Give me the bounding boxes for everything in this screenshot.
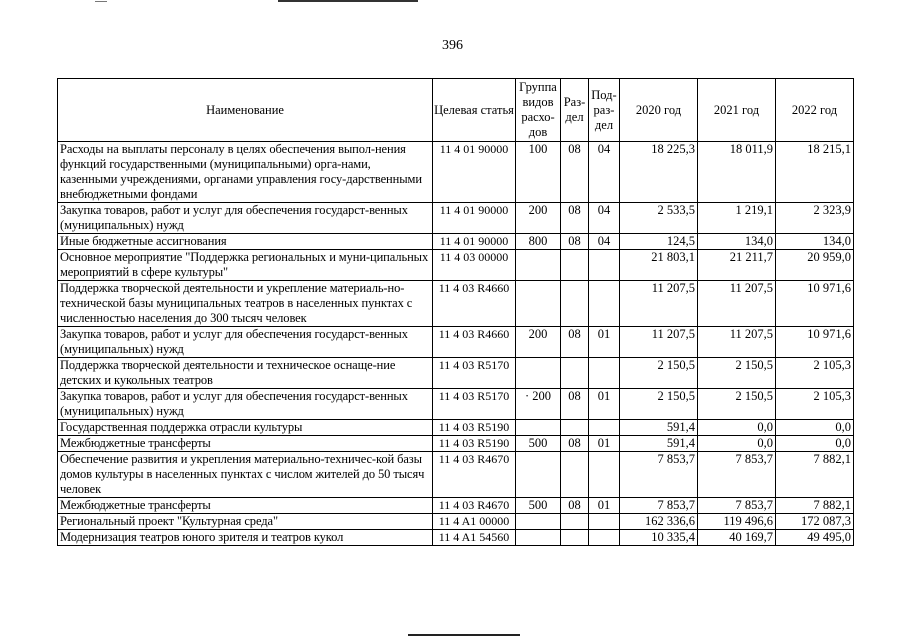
row-value-2020: 11 207,5 [620, 281, 698, 327]
row-section [561, 530, 589, 546]
scan-artifact-top [278, 0, 418, 2]
row-section: 08 [561, 389, 589, 420]
row-section [561, 250, 589, 281]
row-name: Обеспечение развития и укрепления материально-техничес-кой базы домов культуры в населенных пунктах с числом жителей до 50 тысяч человек [58, 452, 433, 498]
table-row [58, 281, 854, 327]
row-value-2021: 7 853,7 [698, 498, 776, 514]
row-name: Закупка товаров, работ и услуг для обеспечения государст-венных (муниципальных) нужд [58, 327, 433, 358]
row-section [561, 420, 589, 436]
row-target-article: 11 4 03 R5170 [433, 358, 516, 389]
row-section [561, 452, 589, 498]
row-value-2021: 2 150,5 [698, 389, 776, 420]
header-name: Наименование [58, 79, 433, 142]
row-subsection [589, 514, 620, 530]
row-name: Закупка товаров, работ и услуг для обеспечения государст-венных (муниципальных) нужд [58, 389, 433, 420]
row-target-article: 11 4 A1 00000 [433, 514, 516, 530]
row-expense-group: 800 [516, 234, 561, 250]
scan-artifact-top-left [95, 1, 107, 2]
row-expense-group [516, 281, 561, 327]
row-section [561, 358, 589, 389]
row-section [561, 281, 589, 327]
row-name: Государственная поддержка отрасли культуры [58, 420, 433, 436]
row-target-article: 11 4 03 R4670 [433, 498, 516, 514]
row-name: Поддержка творческой деятельности и техническое оснаще-ние детских и кукольных театров [58, 358, 433, 389]
row-value-2020: 11 207,5 [620, 327, 698, 358]
row-target-article: 11 4 01 90000 [433, 203, 516, 234]
row-subsection: 01 [589, 327, 620, 358]
header-expense-group: Группа видов расхо-дов [516, 79, 561, 142]
row-value-2022: 7 882,1 [776, 452, 854, 498]
row-expense-group: 500 [516, 498, 561, 514]
row-expense-group [516, 452, 561, 498]
row-value-2020: 124,5 [620, 234, 698, 250]
row-subsection: 01 [589, 498, 620, 514]
table-body [58, 142, 854, 546]
table-row [58, 234, 854, 250]
row-subsection [589, 281, 620, 327]
budget-table [57, 78, 854, 546]
row-subsection: 04 [589, 234, 620, 250]
table-row [58, 250, 854, 281]
row-value-2022: 0,0 [776, 420, 854, 436]
row-value-2021: 21 211,7 [698, 250, 776, 281]
row-value-2021: 7 853,7 [698, 452, 776, 498]
row-target-article: 11 4 03 00000 [433, 250, 516, 281]
row-subsection [589, 358, 620, 389]
row-value-2020: 2 150,5 [620, 389, 698, 420]
row-target-article: 11 4 03 R4670 [433, 452, 516, 498]
row-section: 08 [561, 203, 589, 234]
row-value-2020: 591,4 [620, 436, 698, 452]
row-value-2021: 119 496,6 [698, 514, 776, 530]
table-row [58, 327, 854, 358]
row-value-2022: 0,0 [776, 436, 854, 452]
row-value-2020: 21 803,1 [620, 250, 698, 281]
row-subsection: 04 [589, 142, 620, 203]
row-target-article: 11 4 03 R5170 [433, 389, 516, 420]
row-subsection: 04 [589, 203, 620, 234]
row-section: 08 [561, 234, 589, 250]
page-number: 396 [442, 38, 463, 53]
row-subsection: 01 [589, 389, 620, 420]
row-expense-group: 100 [516, 142, 561, 203]
row-expense-group: 200 [516, 327, 561, 358]
row-name: Иные бюджетные ассигнования [58, 234, 433, 250]
table-row [58, 203, 854, 234]
row-value-2021: 40 169,7 [698, 530, 776, 546]
row-section: 08 [561, 498, 589, 514]
row-target-article: 11 4 A1 54560 [433, 530, 516, 546]
row-name: Основное мероприятие "Поддержка региональных и муни-ципальных мероприятий в сфере культуры" [58, 250, 433, 281]
row-value-2022: 10 971,6 [776, 327, 854, 358]
row-name: Закупка товаров, работ и услуг для обеспечения государст-венных (муниципальных) нужд [58, 203, 433, 234]
row-value-2021: 134,0 [698, 234, 776, 250]
header-subsection: Под-раз-дел [589, 79, 620, 142]
row-target-article: 11 4 01 90000 [433, 234, 516, 250]
row-expense-group: 500 [516, 436, 561, 452]
row-value-2020: 10 335,4 [620, 530, 698, 546]
row-target-article: 11 4 03 R5190 [433, 420, 516, 436]
row-expense-group [516, 514, 561, 530]
row-value-2020: 7 853,7 [620, 498, 698, 514]
row-name: Межбюджетные трансферты [58, 498, 433, 514]
table-row [58, 436, 854, 452]
row-value-2022: 2 105,3 [776, 358, 854, 389]
row-value-2021: 11 207,5 [698, 327, 776, 358]
row-value-2022: 2 323,9 [776, 203, 854, 234]
row-value-2022: 2 105,3 [776, 389, 854, 420]
table-row [58, 514, 854, 530]
row-value-2021: 0,0 [698, 420, 776, 436]
row-expense-group: · 200 [516, 389, 561, 420]
row-subsection: 01 [589, 436, 620, 452]
row-target-article: 11 4 03 R4660 [433, 281, 516, 327]
row-subsection [589, 530, 620, 546]
row-value-2021: 11 207,5 [698, 281, 776, 327]
row-section: 08 [561, 142, 589, 203]
row-subsection [589, 452, 620, 498]
row-target-article: 11 4 03 R5190 [433, 436, 516, 452]
row-expense-group [516, 358, 561, 389]
row-name: Межбюджетные трансферты [58, 436, 433, 452]
row-value-2020: 591,4 [620, 420, 698, 436]
row-section [561, 514, 589, 530]
row-value-2022: 49 495,0 [776, 530, 854, 546]
row-section: 08 [561, 436, 589, 452]
row-value-2020: 7 853,7 [620, 452, 698, 498]
table-row [58, 142, 854, 203]
row-value-2020: 2 533,5 [620, 203, 698, 234]
table-row [58, 389, 854, 420]
row-expense-group [516, 250, 561, 281]
row-value-2022: 10 971,6 [776, 281, 854, 327]
header-target-article: Целевая статья [433, 79, 516, 142]
row-value-2022: 7 882,1 [776, 498, 854, 514]
row-expense-group [516, 530, 561, 546]
table-row [58, 530, 854, 546]
row-target-article: 11 4 03 R4660 [433, 327, 516, 358]
row-value-2021: 2 150,5 [698, 358, 776, 389]
row-value-2022: 134,0 [776, 234, 854, 250]
header-year-2020: 2020 год [620, 79, 698, 142]
header-section: Раз-дел [561, 79, 589, 142]
row-name: Региональный проект "Культурная среда" [58, 514, 433, 530]
row-value-2022: 172 087,3 [776, 514, 854, 530]
row-value-2022: 20 959,0 [776, 250, 854, 281]
row-value-2021: 18 011,9 [698, 142, 776, 203]
row-expense-group [516, 420, 561, 436]
row-expense-group: 200 [516, 203, 561, 234]
row-value-2021: 1 219,1 [698, 203, 776, 234]
row-value-2022: 18 215,1 [776, 142, 854, 203]
scan-artifact-bottom [408, 634, 520, 636]
row-target-article: 11 4 01 90000 [433, 142, 516, 203]
row-subsection [589, 250, 620, 281]
row-name: Поддержка творческой деятельности и укрепление материаль-но-технической базы муниципальных театров в населенных пунктах с численностью населения до 300 тысяч человек [58, 281, 433, 327]
row-value-2020: 2 150,5 [620, 358, 698, 389]
table-header-row [58, 79, 854, 142]
header-year-2021: 2021 год [698, 79, 776, 142]
table-row [58, 358, 854, 389]
table-row [58, 452, 854, 498]
table-row [58, 498, 854, 514]
row-section: 08 [561, 327, 589, 358]
header-year-2022: 2022 год [776, 79, 854, 142]
row-value-2021: 0,0 [698, 436, 776, 452]
row-value-2020: 18 225,3 [620, 142, 698, 203]
row-subsection [589, 420, 620, 436]
row-name: Модернизация театров юного зрителя и театров кукол [58, 530, 433, 546]
row-value-2020: 162 336,6 [620, 514, 698, 530]
row-name: Расходы на выплаты персоналу в целях обеспечения выпол-нения функций государственными (муниципальными) орга-нами, казенными учреждениями, органами управления госу-дарственными внебюджетными фондами [58, 142, 433, 203]
table-row [58, 420, 854, 436]
